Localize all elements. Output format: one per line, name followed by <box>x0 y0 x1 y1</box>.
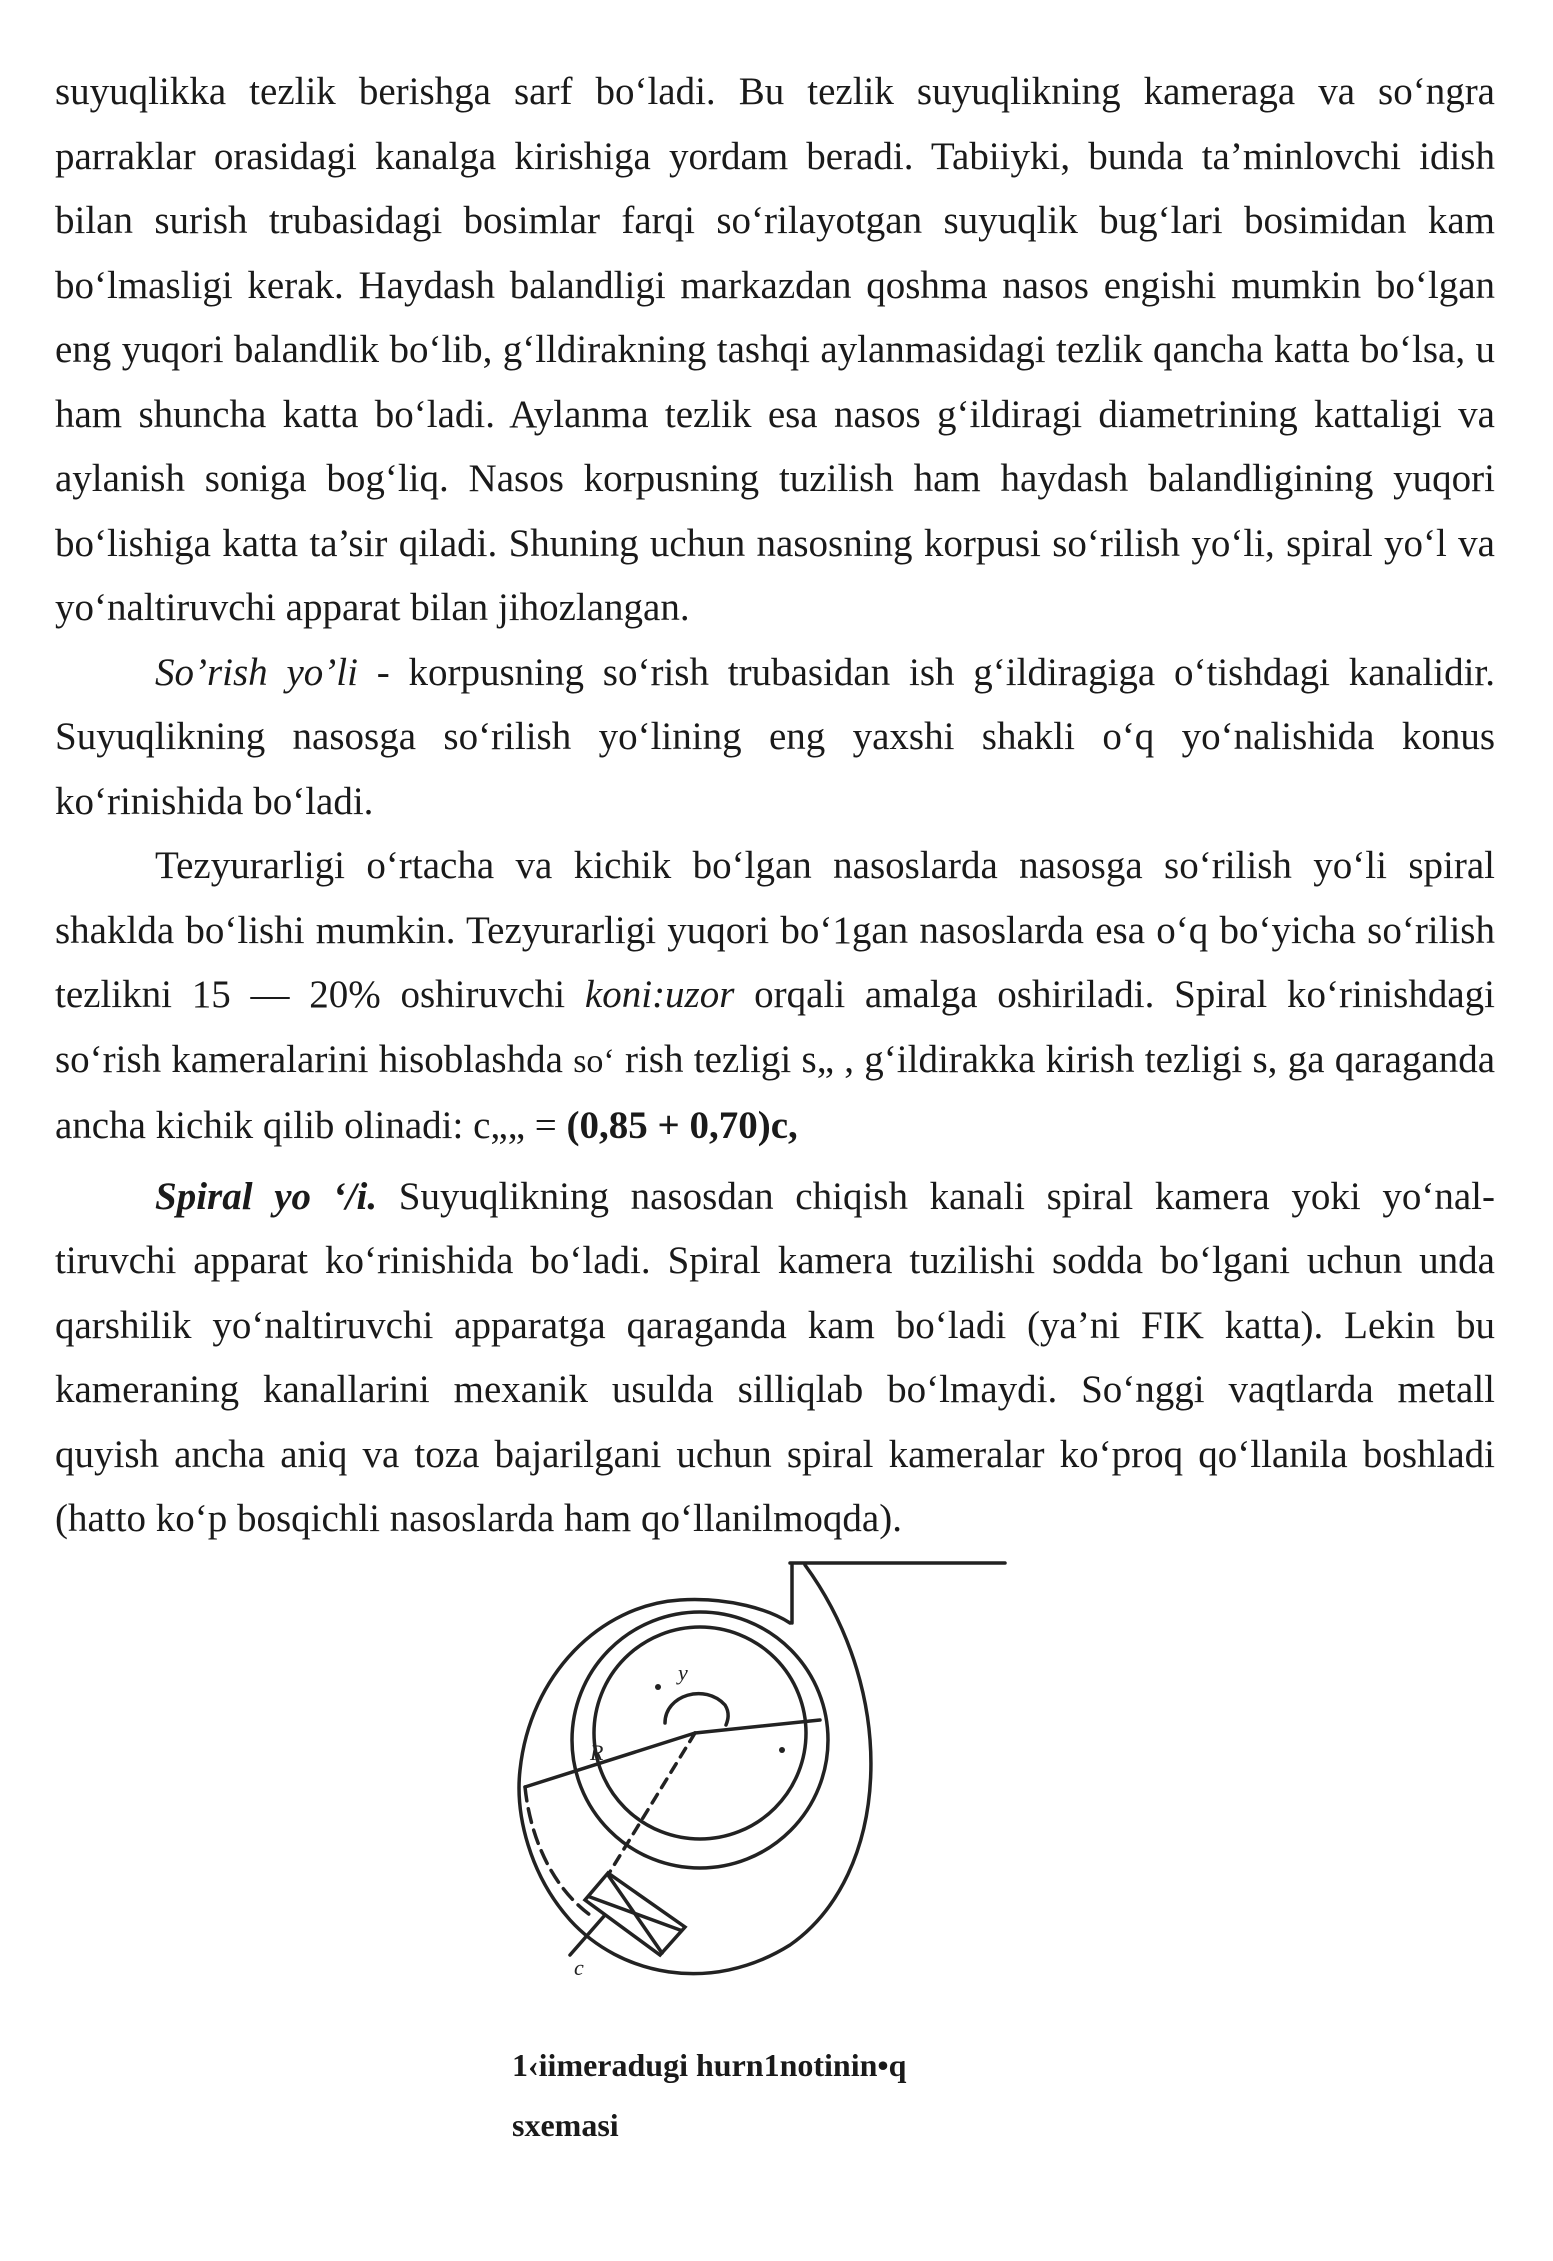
radius-line <box>525 1733 695 1787</box>
paragraph-suction-path <box>55 641 1495 835</box>
label-y: y <box>678 1660 688 1685</box>
term-konfuzor: koni:uzor <box>584 973 735 1016</box>
paragraph-speed-text-a: Tezyurarligi o‘rtacha va kichik bo‘lgan nasoslarda nasosga so‘rilish yo‘li spiral shaklda bo‘lishi mumkin. Tezyurarligi yuqori bo‘1gan nasoslarda esa o‘q bo‘yicha so‘rilish tezlikni 15 — 20% oshiruvchi <box>55 844 1495 1016</box>
paragraph-spiral-text: Suyuqlikning nasosdan chiqish kanali spiral kamera yoki yo‘nal-tiruvchi apparat ko‘rinishida bo‘ladi. Spiral kamera tuzilishi sodda bo‘lgani uchun unda qarshilik yo‘naltiruvchi apparatga qaraganda kam bo‘ladi (ya’ni FIK katta). Lekin bu kameraning kanallarini mexanik usulda silliqlab bo‘lmaydi. So‘nggi vaqtlarda metall quyish ancha aniq va toza bajarilgani uchun spiral kameralar ko‘proq qo‘llanila boshladi (hatto ko‘p bosqichli nasoslarda ham qo‘llanilmoqda). <box>55 1174 1495 1540</box>
small-fragment: so‘ <box>573 1042 615 1080</box>
paragraph-speed-text-c: rish tezligi s„ , g‘ildirakka kirish tezligi s, ga qaraganda ancha kichik qilib olinadi: c„„ = <box>55 1037 1496 1147</box>
spiral-chamber-diagram <box>490 1555 1050 2015</box>
paragraph-1: suyuqlikka tezlik berishga sarf bo‘ladi. Bu tezlik suyuqlikning kameraga va so‘ngra parraklar orasidagi kanalga kirishiga yordam beradi. Tabiiyki, bunda ta’minlovchi idish bilan surish trubasidagi bosimlar farqi so‘rilayotgan suyuqlik bug‘lari bosimidan kam bo‘lmasligi kerak. Haydash balandligi markazdan qoshma nasos engishi mumkin bo‘lgan eng yuqori balandlik bo‘lib, g‘lldirakning tashqi aylanmasidagi tezlik qancha katta bo‘lsa, u ham shuncha katta bo‘ladi. Aylanma tezlik esa nasos g‘ildiragi diametrining kattaligi va aylanish soniga bog‘liq. Nasos korpusning tuzilish ham haydash balandligining yuqori bo‘lishiga katta ta’sir qiladi. Shuning uchun nasosning korpusi so‘rilish yo‘li, spiral yo‘l va yo‘naltiruvchi apparat bilan jihozlangan. <box>55 70 1495 629</box>
formula: (0,85 + 0,70)c, <box>566 1104 798 1147</box>
label-r: R <box>590 1740 604 1765</box>
term-suction-path: So’rish yo’li <box>155 650 358 694</box>
paragraph-suction-path-text: - korpusning so‘rish trubasidan ish g‘ildiragiga o‘tishdagi kanalidir. Suyuqlikning nasosga so‘rilish yo‘lining eng yaxshi shakli o‘q yo‘nalishida konus ko‘rinishida bo‘ladi. <box>55 650 1495 823</box>
term-spiral-path: Spiral yo ‘/i. <box>155 1174 378 1218</box>
paragraph-spiral <box>55 1165 1495 1552</box>
paragraph-speed <box>55 834 1495 1159</box>
impeller-outer-circle <box>572 1612 828 1868</box>
document-body <box>55 60 1495 1552</box>
caption-line-2: sxemasi <box>512 2107 619 2143</box>
figure-caption <box>512 2035 906 2155</box>
hub <box>665 1694 728 1725</box>
caption-line-1: 1‹iimeradugi hurn1notinin•q <box>512 2047 907 2083</box>
label-c: c <box>574 1955 584 1980</box>
paragraph-speed-text-b: orqali amalga oshiriladi. Spiral ko‘rinishdagi so‘rish kameralarini hisoblashda <box>55 973 1495 1081</box>
